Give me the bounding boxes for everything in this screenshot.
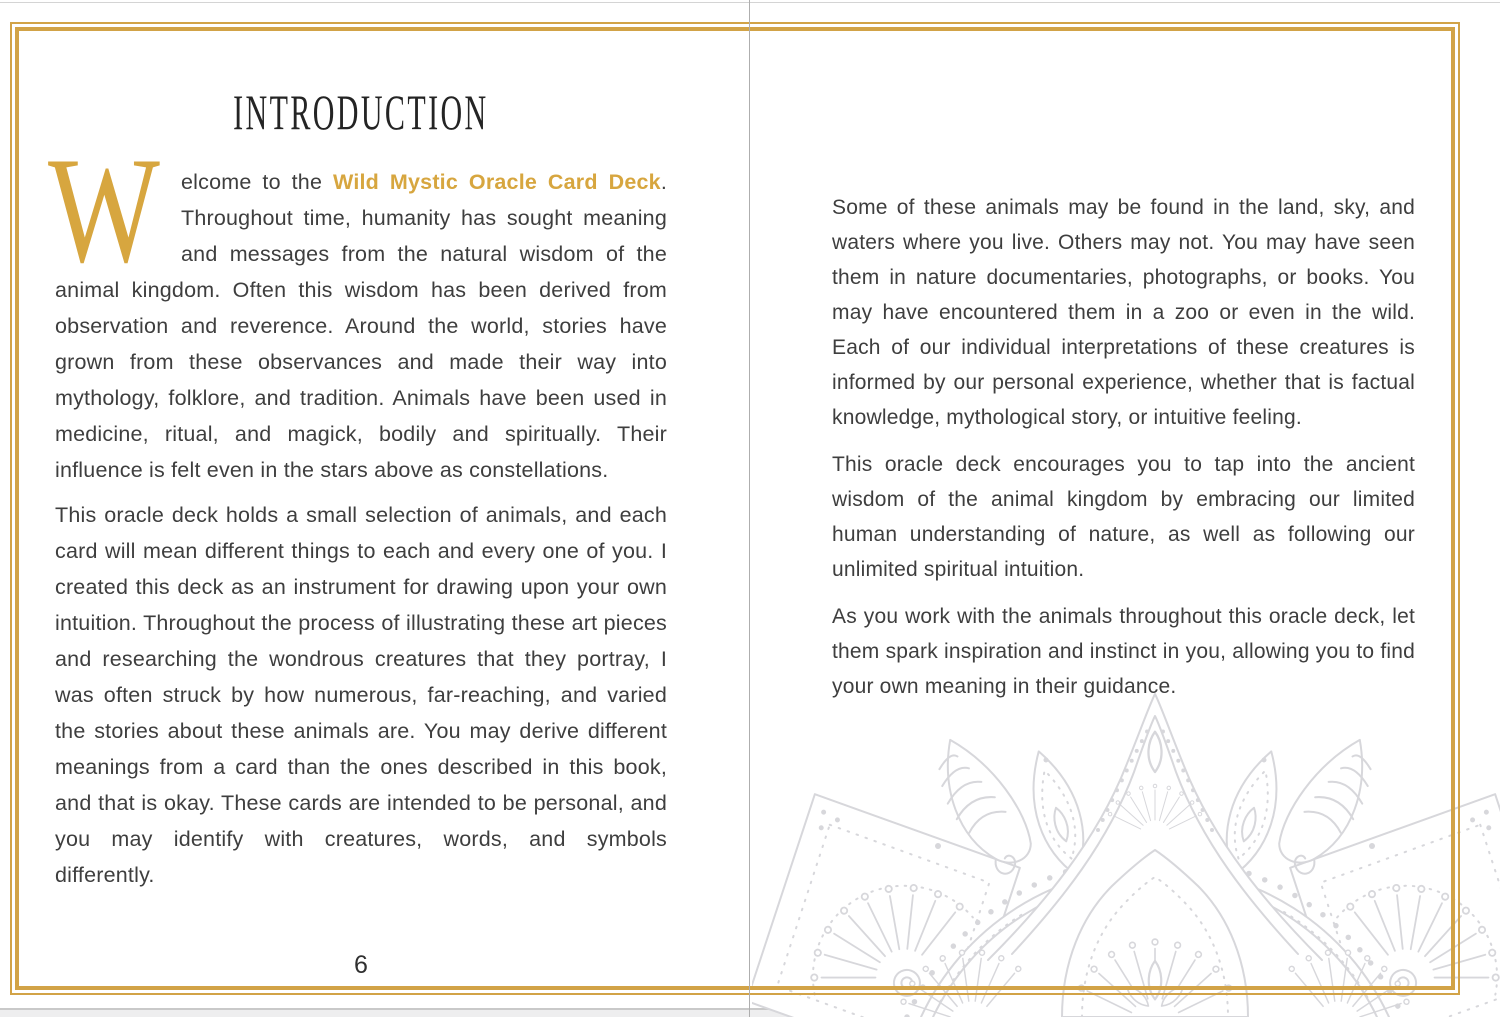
page-number: 6 <box>354 951 368 979</box>
left-page-body <box>55 164 667 893</box>
paragraph-text: elcome to the <box>181 170 334 194</box>
page-title-text: INTRODUCTION <box>233 84 489 140</box>
paragraph-text: . Throughout time, humanity has sought meaning and messages from the natural wisdom of the animal kingdom. Often this wisdom has been derived from observation and reverence. Around the world, stories have grown from these observances and made their way into mythology, folklore, and tradition. Animals have been used in medicine, ritual, and magick, bodily and spiritually. Their influence is felt even in the stars above as constellations. <box>55 170 667 482</box>
right-page-body <box>832 190 1415 704</box>
left-paragraph-2: This oracle deck holds a small selection of animals, and each card will mean different things to each and every one of you. I created this deck as an instrument for drawing upon your own intuition. Throughout the process of illustrating these art pieces and researching the wondrous creatures that they portray, I was often struck by how numerous, far-reaching, and varied the stories about these animals are. You may derive different meanings from a card than the ones described in this book, and that is okay. These cards are intended to be personal, and you may identify with creatures, words, and symbols differently. <box>55 503 667 887</box>
right-paragraph-2: This oracle deck encourages you to tap into the ancient wisdom of the animal kingdom by embracing our limited human understanding of nature, as well as following our unlimited spiritual intuition. <box>832 453 1415 581</box>
drop-cap-spacer <box>55 164 181 264</box>
right-paragraph-1: Some of these animals may be found in the land, sky, and waters where you live. Others may not. You may have seen them in nature documentaries, photographs, or books. You may have encountered them in a zoo or even in the wild. Each of our individual interpretations of these creatures is informed by our personal experience, whether that is factual knowledge, mythological story, or intuitive feeling. <box>832 196 1415 429</box>
left-paragraph-1 <box>55 164 667 488</box>
deck-name-highlight: Wild Mystic Oracle Card Deck <box>333 170 661 194</box>
drop-cap-letter: W <box>48 126 160 294</box>
right-paragraph-3: As you work with the animals throughout this oracle deck, let them spark inspiration and instinct in you, allowing you to find your own meaning in their guidance. <box>832 605 1415 698</box>
